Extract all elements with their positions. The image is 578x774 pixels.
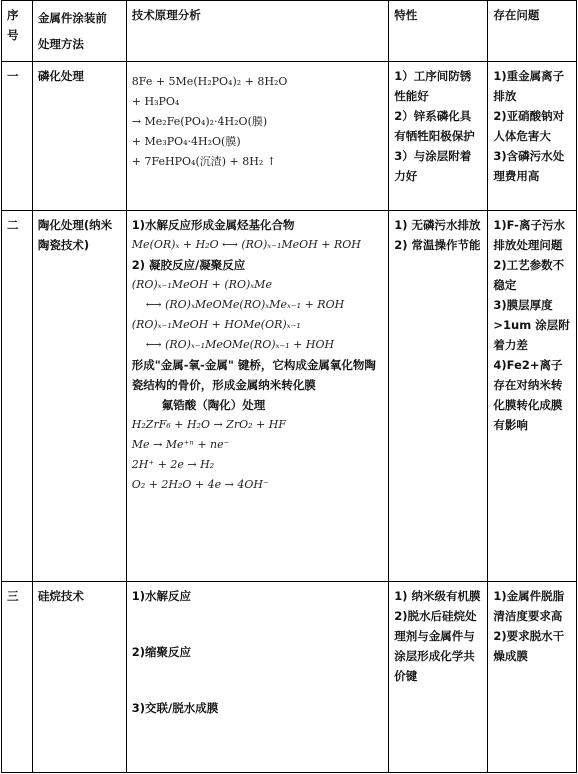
row-features xyxy=(389,211,488,582)
row-issues xyxy=(488,582,577,773)
feature-item: 1) 纳米级有机膜 xyxy=(394,589,481,603)
equation-line: ⟷ (RO)ₓ₋₁MeOMe(RO)ₓ₋₁ + HOH xyxy=(145,338,335,351)
equation-line: Me(OR)ₓ + H₂O ⟷ (RO)ₓ₋₁MeOH + ROH xyxy=(131,238,361,251)
issue-item: 2)亚硝酸钠对人体危害大 xyxy=(493,109,565,143)
feature-item: 1) 无磷污水排放 xyxy=(394,218,481,232)
table-row xyxy=(2,62,577,211)
header-issues-text: 存在问题 xyxy=(493,8,540,22)
table-row xyxy=(2,211,577,582)
header-features xyxy=(389,1,488,62)
header-method xyxy=(32,1,126,62)
issue-item: 1)金属件脱脂清洁度要求高 xyxy=(493,589,565,623)
analysis-step: 1)水解反应 xyxy=(131,589,192,603)
row-index: 二 xyxy=(2,211,33,582)
analysis-note: 形成"金属-氧-金属" 键桥，它构成金属氧化物陶瓷结构的骨价，形成金属纳米转化膜 xyxy=(131,358,376,392)
issue-item: 2)要求脱水干燥成膜 xyxy=(493,629,565,663)
row-index: 一 xyxy=(2,62,33,211)
table-header-row xyxy=(2,1,577,62)
row-analysis xyxy=(126,582,388,773)
feature-item: 2) 常温操作节能 xyxy=(394,238,481,252)
issue-item: 3)膜层厚度>1um 涂层附着力差 xyxy=(493,298,570,352)
row-features xyxy=(389,582,488,773)
analysis-step: 1)水解反应形成金属烃基化合物 xyxy=(131,218,295,232)
phosphating-equation xyxy=(132,72,383,172)
feature-item: 3）与涂层附着力好 xyxy=(394,149,472,183)
row-issues xyxy=(488,211,577,582)
equation-line: O₂ + 2H₂O + 4e → 4OH⁻ xyxy=(131,478,269,491)
equation-line: 2H⁺ + 2e → H₂ xyxy=(131,458,215,471)
equation-line: + Me₃PO₄·4H₂O(膜) xyxy=(131,135,241,148)
analysis-subheading: 氟锆酸（陶化）处理 xyxy=(161,398,266,412)
row-analysis xyxy=(126,211,388,582)
analysis-step: 2) 凝胶反应/凝聚反应 xyxy=(131,258,246,272)
row-method: 陶化处理(纳米陶瓷技术) xyxy=(32,211,126,582)
row-analysis xyxy=(126,62,388,211)
feature-item: 2)脱水后硅烷处理剂与金属件与涂层形成化学共价键 xyxy=(394,609,477,683)
feature-item: 2）锌系磷化具有牺牲阳极保护 xyxy=(394,109,475,143)
issue-item: 3)含磷污水处理费用高 xyxy=(493,149,565,183)
equation-line: → Me₂Fe(PO₄)₂·4H₂O(膜) xyxy=(131,115,268,128)
spacer xyxy=(132,606,383,642)
header-features-text: 特性 xyxy=(394,8,418,22)
equation-line: + 7FeHPO₄(沉渣) + 8H₂ ↑ xyxy=(131,155,276,168)
equation-line: + H₃PO₄ xyxy=(131,95,180,108)
equation-line: ⟷ (RO)ₓMeOMe(RO)ₓMeₓ₋₁ + ROH xyxy=(145,298,345,311)
header-method-line1: 金属件涂装前 xyxy=(37,11,107,25)
header-index xyxy=(2,1,33,62)
equation-line: (RO)ₓ₋₁MeOH + (RO)ₓMe xyxy=(131,278,272,291)
table-row xyxy=(2,582,577,773)
equation-line: Me → Me⁺ⁿ + ne⁻ xyxy=(131,438,230,451)
spacer xyxy=(132,662,383,698)
equation-line: H₂ZrF₆ + H₂O → ZrO₂ + HF xyxy=(131,418,286,431)
issue-item: 2)工艺参数不稳定 xyxy=(493,258,565,292)
row-features xyxy=(389,62,488,211)
analysis-step: 3)交联/脱水成膜 xyxy=(131,701,219,715)
issue-item: 1)F-离子污水排放处理问题 xyxy=(493,218,565,252)
header-index-text: 序号 xyxy=(7,8,19,42)
equation-line: 8Fe + 5Me(H₂PO₄)₂ + 8H₂O xyxy=(131,75,288,88)
header-analysis xyxy=(126,1,388,62)
equation-line: (RO)ₓ₋₁MeOH + HOMe(OR)ₓ₋₁ xyxy=(131,318,301,331)
analysis-step: 2)缩聚反应 xyxy=(131,645,192,659)
header-analysis-text: 技术原理分析 xyxy=(131,8,201,22)
issue-item: 4)Fe2+离子存在对纳米转化膜转化成膜有影响 xyxy=(493,358,563,432)
feature-item: 1）工序间防锈性能好 xyxy=(394,69,472,103)
row-method: 磷化处理 xyxy=(32,62,126,211)
header-method-line2: 处理方法 xyxy=(37,37,84,51)
header-issues xyxy=(488,1,577,62)
row-method: 硅烷技术 xyxy=(32,582,126,773)
issue-item: 1)重金属离子排放 xyxy=(493,69,565,103)
row-index: 三 xyxy=(2,582,33,773)
row-issues xyxy=(488,62,577,211)
process-comparison-table xyxy=(1,0,577,773)
